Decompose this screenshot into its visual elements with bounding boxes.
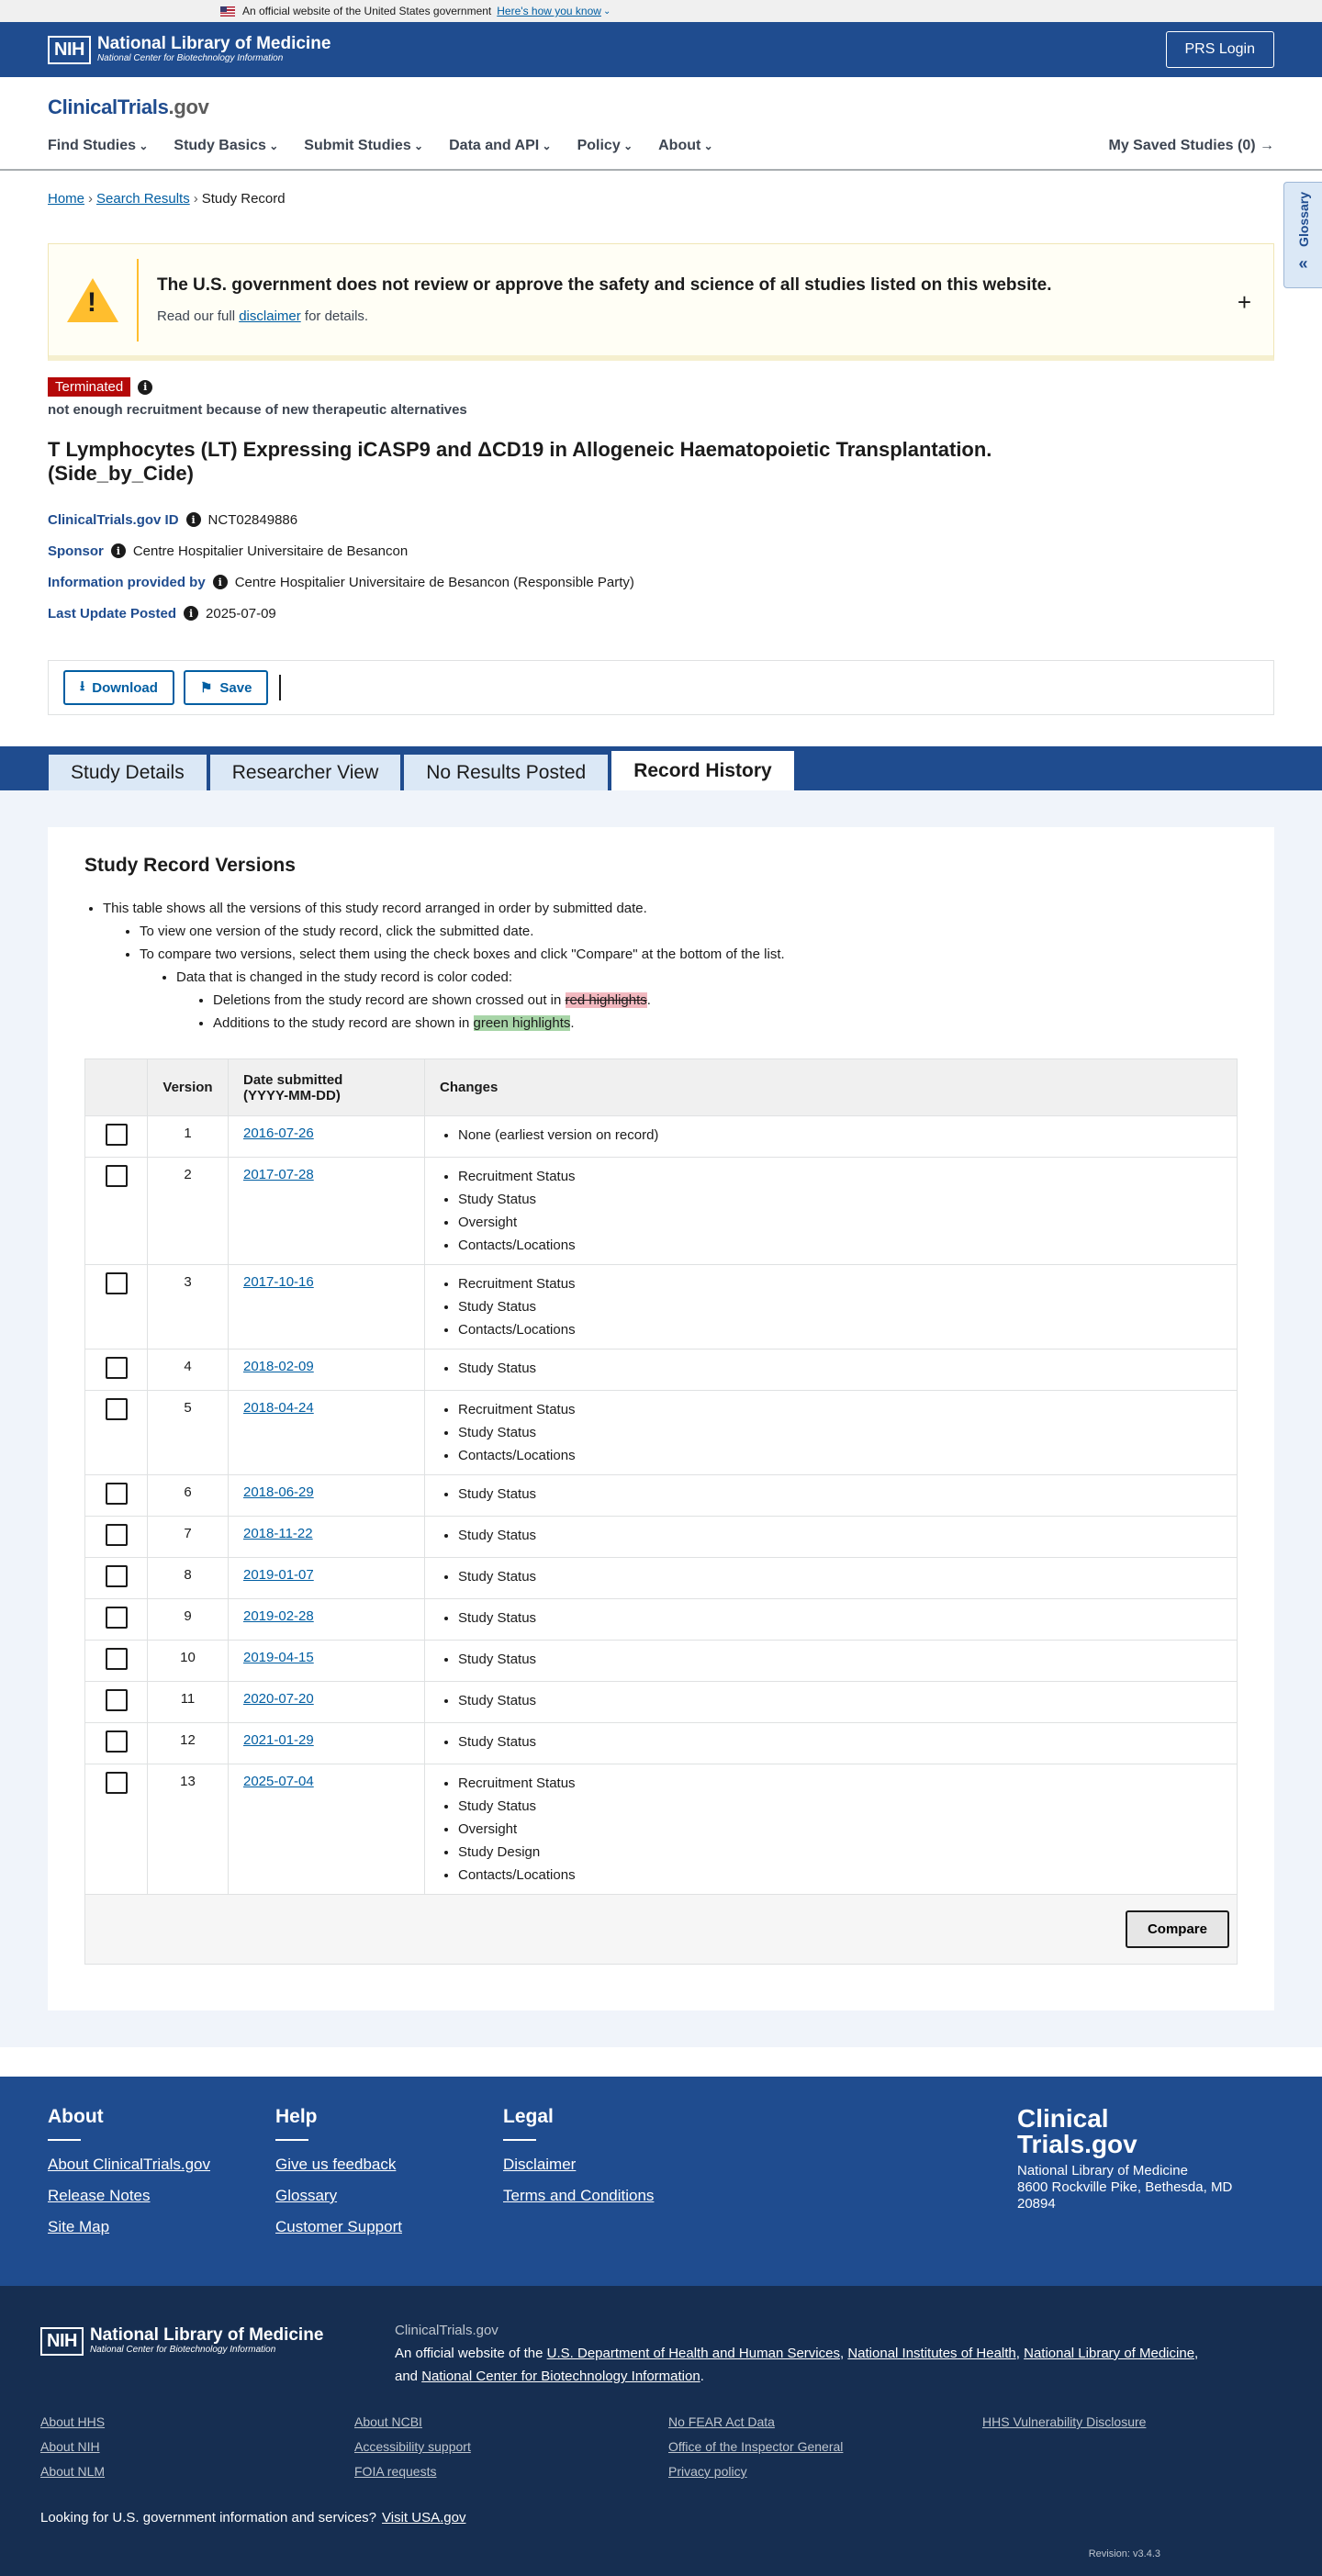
version-checkbox[interactable]	[106, 1607, 128, 1629]
info-icon[interactable]: i	[138, 380, 152, 395]
site-header	[0, 77, 1322, 171]
site-logo[interactable]	[48, 95, 209, 119]
site-logo-main: ClinicalTrials	[48, 95, 169, 118]
tab-no-results-posted[interactable]: No Results Posted	[403, 754, 609, 790]
footer-nih-box: NIH	[40, 2327, 84, 2356]
checkbox-cell	[85, 1265, 148, 1350]
status-reason: not enough recruitment because of new therapeutic alternatives	[48, 402, 467, 418]
version-date-link[interactable]: 2017-07-28	[243, 1167, 314, 1182]
download-icon: ⭳	[80, 678, 85, 694]
change-item: • Recruitment Status	[458, 1398, 1222, 1421]
info-icon[interactable]: i	[213, 575, 228, 589]
version-number: 13	[148, 1764, 229, 1895]
info-item	[213, 989, 1238, 1012]
date-cell	[229, 1682, 425, 1723]
gov-banner	[0, 0, 1322, 22]
date-cell	[229, 1764, 425, 1895]
checkbox-cell	[85, 1350, 148, 1391]
change-item: • Recruitment Status	[458, 1165, 1222, 1188]
chevron-double-left-icon: «	[1298, 253, 1308, 273]
change-item: • Study Status	[458, 1295, 1222, 1318]
change-item: • Oversight	[458, 1818, 1222, 1841]
change-item: • Study Status	[458, 1689, 1222, 1712]
footer-link-feedback[interactable]: Give us feedback	[275, 2156, 397, 2173]
link-nlm[interactable]: National Library of Medicine	[1024, 2346, 1195, 2361]
changes-cell	[425, 1764, 1238, 1895]
table-row	[85, 1350, 1238, 1391]
nih-header	[0, 22, 1322, 77]
date-cell	[229, 1158, 425, 1265]
nih-logo-subtitle: National Center for Biotechnology Information	[96, 53, 284, 63]
version-date-link[interactable]: 2020-07-20	[243, 1691, 314, 1707]
alert-text-before: Read our full	[157, 308, 240, 324]
study-title: T Lymphocytes (LT) Expressing iCASP9 and ΔCD19 in Allogeneic Haematopoietic Transplantation. (Side_by_Cide)	[48, 438, 992, 485]
version-date-link[interactable]: 2018-02-09	[243, 1359, 314, 1374]
download-label: Download	[92, 679, 158, 696]
footer-link-about-ct[interactable]: About ClinicalTrials.gov	[48, 2156, 210, 2173]
changes-cell	[425, 1350, 1238, 1391]
info-icon[interactable]: i	[186, 512, 201, 527]
version-checkbox[interactable]	[106, 1357, 128, 1379]
footer-link-terms[interactable]: Terms and Conditions	[503, 2187, 655, 2204]
change-item: • Study Status	[458, 1483, 1222, 1506]
date-cell	[229, 1350, 425, 1391]
checkbox-cell	[85, 1558, 148, 1599]
footer-about-title: About	[48, 2106, 104, 2127]
status-row	[48, 377, 1274, 397]
col-date	[229, 1059, 425, 1116]
tab-bar	[0, 746, 1322, 790]
breadcrumb-current: Study Record	[201, 191, 286, 207]
breadcrumb	[48, 191, 1274, 207]
footer-link-glossary[interactable]: Glossary	[275, 2187, 338, 2204]
link-accessibility[interactable]: Accessibility support	[354, 2439, 471, 2454]
checkbox-cell	[85, 1599, 148, 1641]
nih-logo-box: NIH	[48, 36, 91, 64]
table-row	[85, 1641, 1238, 1682]
version-date-link[interactable]: 2016-07-26	[243, 1126, 314, 1141]
my-saved-studies-link[interactable]	[1109, 138, 1275, 154]
version-number: 11	[148, 1682, 229, 1723]
table-row	[85, 1158, 1238, 1265]
saved-studies-label: My Saved Studies (0)	[1108, 138, 1256, 153]
changes-cell	[425, 1558, 1238, 1599]
change-item: • None (earliest version on record)	[458, 1124, 1222, 1147]
change-item: • Study Status	[458, 1421, 1222, 1444]
table-row	[85, 1265, 1238, 1350]
nav-data-api[interactable]: Data and API ⌄	[449, 138, 551, 154]
alert-text	[157, 308, 1052, 324]
col-date-line1: Date submitted	[243, 1071, 343, 1088]
checkbox-cell	[85, 1682, 148, 1723]
version-checkbox[interactable]	[106, 1124, 128, 1146]
footer-nih-logo[interactable]	[40, 2326, 323, 2356]
date-cell	[229, 1391, 425, 1475]
changes-cell	[425, 1517, 1238, 1558]
us-flag-icon	[220, 6, 235, 17]
version-number: 6	[148, 1475, 229, 1517]
footer-bottom-links	[40, 2414, 1296, 2489]
update-value: 2025-07-09	[206, 605, 276, 622]
changes-cell	[425, 1682, 1238, 1723]
usa-gov-link[interactable]: Visit USA.gov	[382, 2510, 466, 2526]
gov-banner-text: An official website of the United States government	[242, 5, 492, 17]
checkbox-cell	[85, 1723, 148, 1764]
table-row	[85, 1723, 1238, 1764]
version-number: 4	[148, 1350, 229, 1391]
versions-heading: Study Record Versions	[84, 855, 296, 876]
change-item: • Study Status	[458, 1730, 1222, 1753]
nav-policy[interactable]: Policy ⌄	[577, 138, 633, 154]
col-changes: Changes	[425, 1059, 1238, 1116]
add-text: Additions to the study record are shown in	[213, 1015, 474, 1031]
change-item: • Study Status	[458, 1607, 1222, 1630]
disclaimer-alert	[48, 243, 1274, 361]
table-row	[85, 1764, 1238, 1895]
footer-address	[1017, 2163, 1256, 2212]
save-button[interactable]	[184, 670, 269, 705]
del-after: .	[646, 992, 651, 1008]
version-checkbox[interactable]	[106, 1648, 128, 1670]
nav-about[interactable]: About ⌄	[658, 138, 713, 154]
version-date-link[interactable]: 2018-11-22	[243, 1526, 313, 1541]
changes-cell	[425, 1723, 1238, 1764]
footer-link-release-notes[interactable]: Release Notes	[48, 2187, 151, 2204]
version-date-link[interactable]: 2019-02-28	[243, 1608, 314, 1624]
date-cell	[229, 1475, 425, 1517]
tab-record-history[interactable]: Record History	[611, 750, 795, 790]
chevron-right-icon: ›	[193, 191, 198, 207]
arrow-right-icon: →	[1260, 138, 1274, 153]
footer-logo-line1: Clinical	[1017, 2104, 1109, 2133]
change-item: • Contacts/Locations	[458, 1444, 1222, 1467]
version-checkbox[interactable]	[106, 1730, 128, 1753]
save-label: Save	[219, 679, 252, 696]
date-cell	[229, 1265, 425, 1350]
version-checkbox[interactable]	[106, 1524, 128, 1546]
info-text-3: To compare two versions, select them using the check boxes and click "Compare" at the bottom of the list.	[140, 946, 785, 962]
green-highlight-sample: green highlights	[473, 1015, 571, 1031]
version-number: 1	[148, 1116, 229, 1158]
date-cell	[229, 1723, 425, 1764]
how-you-know-link[interactable]: Here's how you know	[497, 5, 601, 17]
table-row	[85, 1391, 1238, 1475]
chevron-down-icon: ⌄	[602, 6, 611, 17]
warning-icon	[67, 278, 118, 322]
link-about-nih[interactable]: About NIH	[40, 2439, 100, 2454]
change-item: • Study Status	[458, 1565, 1222, 1588]
checkbox-cell	[85, 1641, 148, 1682]
chevron-right-icon: ›	[88, 191, 94, 207]
alert-text-after: for details.	[300, 308, 369, 324]
version-number: 7	[148, 1517, 229, 1558]
footer-address-text: 8600 Rockville Pike, Bethesda, MD 20894	[1017, 2179, 1233, 2212]
status-badge: Terminated	[48, 377, 130, 397]
version-number: 3	[148, 1265, 229, 1350]
link-about-ncbi[interactable]: About NCBI	[354, 2414, 422, 2429]
divider	[279, 675, 281, 700]
link-ncbi[interactable]: National Center for Biotechnology Information	[421, 2369, 700, 2384]
changes-cell	[425, 1641, 1238, 1682]
col-checkbox	[85, 1059, 148, 1116]
version-number: 5	[148, 1391, 229, 1475]
footer-link-site-map[interactable]: Site Map	[48, 2218, 110, 2235]
nav-study-basics[interactable]: Study Basics ⌄	[174, 138, 278, 154]
version-date-link[interactable]: 2021-01-29	[243, 1732, 314, 1748]
version-date-link[interactable]: 2018-06-29	[243, 1484, 314, 1500]
change-item: • Recruitment Status	[458, 1272, 1222, 1295]
footer-nih-title: National Library of Medicine	[89, 2325, 324, 2345]
version-number: 10	[148, 1641, 229, 1682]
study-meta	[48, 504, 1274, 629]
date-cell	[229, 1517, 425, 1558]
version-date-link[interactable]: 2019-01-07	[243, 1567, 314, 1583]
red-highlight-sample: red highlights	[565, 992, 647, 1008]
changes-cell	[425, 1391, 1238, 1475]
version-checkbox[interactable]	[106, 1772, 128, 1794]
id-value: NCT02849886	[207, 511, 298, 528]
info-text-1: This table shows all the versions of this study record arranged in order by submitted date.	[103, 901, 647, 916]
compare-cell	[85, 1895, 1238, 1965]
info-item	[103, 897, 1238, 1035]
bookmark-icon: ⚑	[199, 680, 213, 696]
nav-submit-studies[interactable]: Submit Studies ⌄	[304, 138, 423, 154]
version-checkbox[interactable]	[106, 1565, 128, 1587]
change-item: • Contacts/Locations	[458, 1234, 1222, 1257]
version-number: 8	[148, 1558, 229, 1599]
add-after: .	[570, 1015, 575, 1031]
version-date-link[interactable]: 2025-07-04	[243, 1774, 314, 1789]
change-item: • Study Status	[458, 1188, 1222, 1211]
date-cell	[229, 1641, 425, 1682]
footer-legal	[503, 2106, 654, 2218]
changes-cell	[425, 1116, 1238, 1158]
version-checkbox[interactable]	[106, 1483, 128, 1505]
info-text-4: Data that is changed in the study record is color coded:	[176, 969, 513, 985]
change-item: • Contacts/Locations	[458, 1318, 1222, 1341]
revision-text: Revision: v3.4.3	[1088, 2548, 1160, 2559]
footer-legal-title: Legal	[503, 2106, 554, 2127]
sponsor-label: Sponsor	[48, 543, 104, 559]
action-bar	[48, 660, 1274, 715]
link-vulnerability[interactable]: HHS Vulnerability Disclosure	[982, 2414, 1147, 2429]
checkbox-cell	[85, 1475, 148, 1517]
update-label: Last Update Posted	[48, 605, 177, 622]
date-cell	[229, 1116, 425, 1158]
checkbox-cell	[85, 1391, 148, 1475]
footer-link-disclaimer[interactable]: Disclaimer	[503, 2156, 577, 2173]
footer-logo-line2: Trials.gov	[1017, 2130, 1137, 2158]
breadcrumb-home[interactable]: Home	[48, 191, 85, 207]
checkbox-cell	[85, 1158, 148, 1265]
changes-cell	[425, 1599, 1238, 1641]
info-item	[176, 966, 1238, 1035]
change-item: • Study Status	[458, 1648, 1222, 1671]
footer-official-text: ClinicalTrials.gov An official website of the U.S. Department of Health and Human Services, National Institutes of Health, National Library of Medicine, and National Center for Biotechnology Information.	[395, 2319, 1276, 2388]
version-checkbox[interactable]	[106, 1272, 128, 1294]
footer-nih-subtitle: National Center for Biotechnology Information	[89, 2345, 276, 2355]
info-item: • To view one version of the study record, click the submitted date.	[140, 920, 1238, 943]
changes-cell	[425, 1158, 1238, 1265]
version-number: 9	[148, 1599, 229, 1641]
del-text: Deletions from the study record are shown crossed out in	[213, 992, 566, 1008]
footer-bottom	[0, 2286, 1322, 2576]
table-row	[85, 1475, 1238, 1517]
date-cell	[229, 1558, 425, 1599]
alert-heading: The U.S. government does not review or approve the safety and science of all studies listed on this website.	[157, 275, 1052, 295]
table-row	[85, 1558, 1238, 1599]
change-item: • Contacts/Locations	[458, 1864, 1222, 1887]
version-date-link[interactable]: 2019-04-15	[243, 1650, 314, 1665]
expand-plus-icon[interactable]: +	[1237, 288, 1251, 316]
content-area	[0, 790, 1322, 2047]
footer-help	[275, 2106, 402, 2249]
checkbox-cell	[85, 1116, 148, 1158]
download-button[interactable]	[63, 670, 174, 705]
version-date-link[interactable]: 2018-04-24	[243, 1400, 314, 1416]
link-oig[interactable]: Office of the Inspector General	[668, 2439, 844, 2454]
nih-logo-title: National Library of Medicine	[96, 34, 331, 53]
changes-cell	[425, 1265, 1238, 1350]
table-row	[85, 1599, 1238, 1641]
change-item: • Study Design	[458, 1841, 1222, 1864]
footer-top	[0, 2077, 1322, 2286]
info-item	[213, 1012, 1238, 1035]
link-about-nlm[interactable]: About NLM	[40, 2464, 106, 2479]
version-number: 12	[148, 1723, 229, 1764]
change-item: • Study Status	[458, 1795, 1222, 1818]
versions-table	[84, 1058, 1238, 1965]
link-no-fear[interactable]: No FEAR Act Data	[668, 2414, 775, 2429]
version-date-link[interactable]: 2017-10-16	[243, 1274, 314, 1290]
usa-gov-line	[40, 2510, 465, 2526]
change-item: • Study Status	[458, 1524, 1222, 1547]
breadcrumb-search-results[interactable]: Search Results	[96, 191, 190, 207]
id-label: ClinicalTrials.gov ID	[48, 511, 179, 528]
table-row	[85, 1682, 1238, 1723]
versions-card	[48, 827, 1274, 2010]
checkbox-cell	[85, 1764, 148, 1895]
table-row	[85, 1116, 1238, 1158]
link-foia[interactable]: FOIA requests	[354, 2464, 437, 2479]
change-item: • Oversight	[458, 1211, 1222, 1234]
col-version: Version	[148, 1059, 229, 1116]
footer-help-title: Help	[275, 2106, 318, 2127]
main-nav	[48, 138, 713, 154]
table-row	[85, 1517, 1238, 1558]
link-privacy[interactable]: Privacy policy	[668, 2464, 747, 2479]
link-about-hhs[interactable]: About HHS	[40, 2414, 106, 2429]
info-item	[140, 943, 1238, 1035]
footer-link-support[interactable]: Customer Support	[275, 2218, 402, 2235]
col-date-line2: (YYYY-MM-DD)	[243, 1087, 341, 1103]
prs-login-button[interactable]: PRS Login	[1166, 31, 1275, 68]
change-item: • Recruitment Status	[458, 1772, 1222, 1795]
glossary-label: Glossary	[1295, 192, 1311, 247]
provided-value: Centre Hospitalier Universitaire de Besancon (Responsible Party)	[234, 574, 634, 590]
sponsor-value: Centre Hospitalier Universitaire de Besancon	[132, 543, 409, 559]
change-item: • Study Status	[458, 1357, 1222, 1380]
info-icon[interactable]: i	[111, 543, 126, 558]
checkbox-cell	[85, 1517, 148, 1558]
version-checkbox[interactable]	[106, 1165, 128, 1187]
link-nih[interactable]: National Institutes of Health	[847, 2346, 1016, 2361]
info-icon[interactable]: i	[184, 606, 198, 621]
official-before: An official website of the	[395, 2346, 547, 2361]
footer-logo[interactable]	[1017, 2106, 1256, 2212]
compare-button[interactable]: Compare	[1126, 1910, 1229, 1948]
nav-find-studies[interactable]: Find Studies ⌄	[48, 138, 148, 154]
usa-text: Looking for U.S. government information and services?	[40, 2510, 377, 2526]
date-cell	[229, 1599, 425, 1641]
footer-about	[48, 2106, 210, 2249]
version-number: 2	[148, 1158, 229, 1265]
tab-study-details[interactable]: Study Details	[48, 754, 207, 790]
footer-org: National Library of Medicine	[1017, 2163, 1188, 2178]
changes-cell	[425, 1475, 1238, 1517]
version-checkbox[interactable]	[106, 1398, 128, 1420]
official-and: and	[395, 2369, 422, 2384]
site-logo-suffix: .gov	[168, 95, 209, 118]
disclaimer-link[interactable]: disclaimer	[239, 308, 301, 324]
glossary-tab[interactable]	[1283, 182, 1322, 288]
footer-site-name: ClinicalTrials.gov	[395, 2323, 499, 2338]
link-hhs[interactable]: U.S. Department of Health and Human Services	[546, 2346, 840, 2361]
versions-info-list	[84, 897, 1238, 1035]
provided-label: Information provided by	[48, 574, 206, 590]
nih-logo[interactable]	[48, 35, 330, 64]
version-checkbox[interactable]	[106, 1689, 128, 1711]
tab-researcher-view[interactable]: Researcher View	[209, 754, 402, 790]
